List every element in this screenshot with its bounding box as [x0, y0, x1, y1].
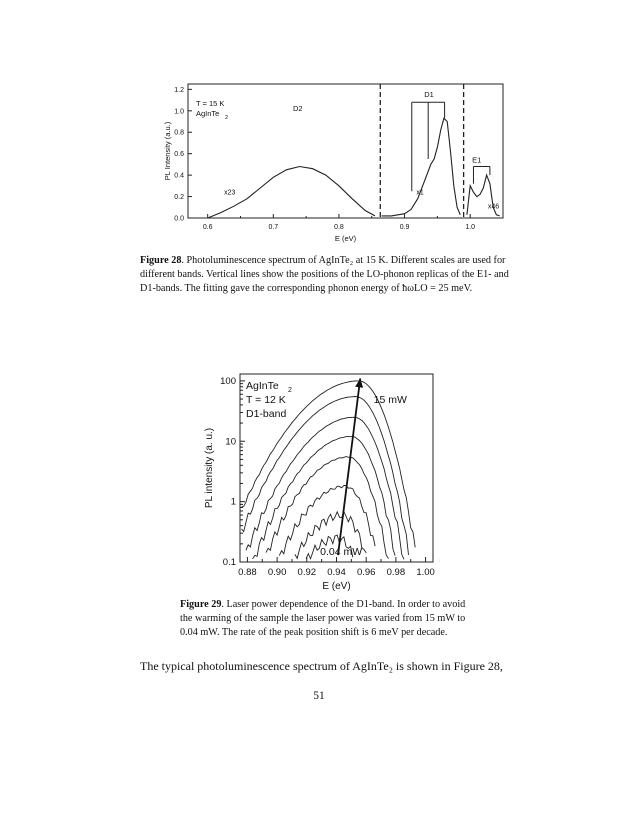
figure-29-chart — [200, 370, 440, 602]
legend-material-subscript: 2 — [288, 387, 292, 394]
band-label-e1: E1 — [472, 155, 482, 165]
y-tick-label: 1.2 — [174, 86, 184, 94]
x-tick-label: 0.90 — [267, 567, 287, 578]
power-label-high: 15 mW — [373, 394, 407, 406]
legend-material: AgInTe — [246, 380, 279, 392]
x-tick-label: 0.7 — [268, 224, 279, 231]
x-tick-label: 0.94 — [327, 567, 346, 578]
y-tick-label: 10 — [225, 436, 236, 448]
figure-28-caption-label: Figure 28 — [140, 255, 182, 266]
y-axis-label: PL intensity (a. u.) — [204, 427, 215, 509]
legend-temperature: T = 12 K — [246, 394, 286, 406]
legend-material: AgInTe — [196, 109, 220, 118]
x-tick-label: 0.92 — [297, 567, 317, 578]
figure-28-svg — [160, 76, 510, 246]
y-tick-label: 0.0 — [174, 215, 184, 223]
x-tick-label: 0.96 — [356, 567, 376, 578]
x-tick-label: 0.6 — [202, 224, 213, 231]
x-tick-label: 1.00 — [416, 567, 435, 578]
y-tick-label: 1 — [230, 496, 236, 508]
figure-28-caption — [140, 254, 520, 297]
y-tick-label: 0.8 — [174, 129, 184, 137]
x-tick-label: 1.0 — [465, 224, 476, 231]
figure-28-caption-text: . Photoluminescence spectrum of AgInTe₂ at 15 K. Different scales are used for different bands. Vertical lines show the positions of the LO-phonon replicas of the E1- and D1-bands. The fitting gave the corresponding phonon energy of ħωLO = 25 meV. — [140, 255, 509, 295]
x-axis-label: E (eV) — [334, 234, 357, 243]
figure-28-chart — [160, 76, 510, 246]
y-tick-label: 1.0 — [174, 108, 184, 116]
x-axis-label: E (eV) — [322, 581, 351, 592]
x-tick-label: 0.8 — [334, 224, 344, 231]
power-curve-1 — [242, 397, 409, 555]
scale-label-x1: x1 — [416, 189, 424, 197]
peak-shift-arrow-line — [338, 378, 360, 555]
y-tick-label: 0.4 — [174, 172, 184, 180]
figure-29-caption-text: . Laser power dependence of the D1-band. In order to avoid the warming of the sample the laser power was varied from 15 mW to 0.04 mW. The rate of the peak position shift is 6 meV per decade. — [180, 599, 466, 639]
power-label-low: 0.04 mW — [320, 546, 363, 558]
legend-temperature: T = 15 K — [196, 99, 225, 108]
scale-label-x46: x46 — [487, 203, 500, 211]
y-tick-label: 0.2 — [174, 194, 184, 202]
y-tick-label: 0.6 — [174, 151, 184, 159]
x-tick-label: 0.9 — [399, 224, 410, 231]
peak-shift-arrow-head — [355, 378, 363, 387]
y-tick-label: 100 — [220, 375, 236, 387]
scale-label-x23: x23 — [224, 189, 236, 197]
figure-29-caption-label: Figure 29 — [180, 599, 222, 610]
legend-material-subscript: 2 — [225, 115, 229, 121]
y-tick-label: 0.1 — [222, 557, 236, 568]
y-axis-label: PL Intensity (a.u.) — [163, 121, 172, 181]
figure-29-svg — [200, 370, 440, 602]
spectrum-curve-x1 — [382, 118, 461, 216]
body-paragraph: The typical photoluminescence spectrum of AgInTe₂ is shown in Figure 28, — [140, 659, 503, 673]
x-tick-label: 0.98 — [386, 567, 406, 578]
band-label-d2: D2 — [293, 103, 303, 113]
page-number: 51 — [313, 690, 325, 702]
figure-29-caption — [180, 598, 480, 641]
x-tick-label: 0.88 — [238, 567, 257, 578]
band-label-d1: D1 — [424, 89, 434, 99]
legend-band: D1-band — [246, 408, 287, 420]
power-curve-4 — [266, 457, 389, 559]
